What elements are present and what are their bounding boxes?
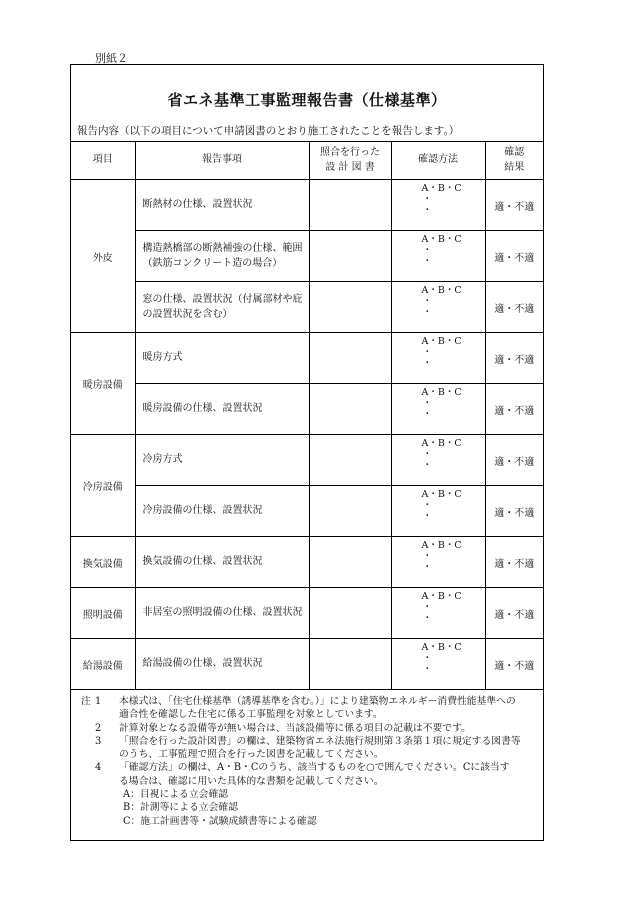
bullet-point: ・ bbox=[422, 409, 433, 420]
table-header-row bbox=[71, 142, 543, 180]
table-row bbox=[71, 333, 543, 384]
method-options: A・B・C bbox=[421, 387, 462, 398]
bullet-point: ・ bbox=[422, 664, 433, 675]
table-row bbox=[71, 486, 543, 537]
bullet-point: ・ bbox=[422, 511, 433, 522]
method-legend-b: B：計測等による立会確認 bbox=[123, 802, 238, 814]
report-matter-cell: 換気設備の仕様、設置状況 bbox=[135, 537, 309, 588]
inspection-table bbox=[71, 141, 543, 690]
method-cell[interactable] bbox=[391, 180, 485, 231]
header-item: 項目 bbox=[71, 142, 135, 180]
header-result: 確認 結果 bbox=[485, 142, 543, 180]
bullet-point: ・ bbox=[422, 245, 433, 256]
notes-label: 注 bbox=[81, 696, 91, 707]
design-docs-cell[interactable] bbox=[309, 537, 391, 588]
result-cell[interactable]: 適・不適 bbox=[485, 639, 543, 690]
result-cell[interactable]: 適・不適 bbox=[485, 537, 543, 588]
form-title: 省エネ基準工事監理報告書（仕様基準） bbox=[167, 91, 447, 109]
bullet-point: ・ bbox=[422, 551, 433, 562]
method-cell[interactable] bbox=[391, 435, 485, 486]
result-cell[interactable]: 適・不適 bbox=[485, 333, 543, 384]
method-cell[interactable] bbox=[391, 333, 485, 384]
report-matter-cell: 冷房方式 bbox=[135, 435, 309, 486]
method-options: A・B・C bbox=[421, 540, 462, 551]
method-options: A・B・C bbox=[421, 234, 462, 245]
method-cell[interactable] bbox=[391, 588, 485, 639]
bullet-point: ・ bbox=[422, 296, 433, 307]
table-row bbox=[71, 588, 543, 639]
design-docs-cell[interactable] bbox=[309, 435, 391, 486]
note-item: 3 「照合を行った設計図書」の欄は、建築物省エネ法施行規則第３条第１項に規定する図書等 のうち、工事監理で照合を行った図書を記載してください。 bbox=[95, 735, 521, 761]
design-docs-cell[interactable] bbox=[309, 486, 391, 537]
note-item: 1 本様式は、「住宅仕様基準（誘導基準を含む。）」により建築物エネルギー消費性能基準への 適合性を確認した住宅に係る工事監理を対象としています。 bbox=[95, 696, 516, 721]
result-cell[interactable]: 適・不適 bbox=[485, 588, 543, 639]
bullet-point: ・ bbox=[422, 653, 433, 664]
header-design-docs: 照合を行った 設 計 図 書 bbox=[309, 142, 391, 180]
report-matter-cell: 暖房設備の仕様、設置状況 bbox=[135, 384, 309, 435]
report-matter-cell: 窓の仕様、設置状況（付属部材や庇 の設置状況を含む） bbox=[135, 282, 309, 333]
method-options: A・B・C bbox=[421, 642, 462, 653]
bullet-point: ・ bbox=[422, 307, 433, 318]
result-cell[interactable]: 適・不適 bbox=[485, 384, 543, 435]
report-matter-cell: 断熱材の仕様、設置状況 bbox=[135, 180, 309, 231]
bullet-point: ・ bbox=[422, 449, 433, 460]
table-row bbox=[71, 384, 543, 435]
appendix-label: 別紙２ bbox=[95, 52, 128, 65]
method-cell[interactable] bbox=[391, 639, 485, 690]
bullet-point: ・ bbox=[422, 500, 433, 511]
note-item: 2 計算対象となる設備等が無い場合は、当該設備等に係る項目の記載は不要です。 bbox=[95, 722, 471, 734]
bullet-point: ・ bbox=[422, 347, 433, 358]
table-row bbox=[71, 537, 543, 588]
method-options: A・B・C bbox=[421, 591, 462, 602]
bullet-point: ・ bbox=[422, 602, 433, 613]
report-matter-cell: 暖房方式 bbox=[135, 333, 309, 384]
report-form bbox=[70, 64, 544, 841]
category-cell: 冷房設備 bbox=[71, 435, 135, 537]
bullet-point: ・ bbox=[422, 460, 433, 471]
table-row bbox=[71, 180, 543, 231]
category-cell: 換気設備 bbox=[71, 537, 135, 588]
method-legend-a: A：目視による立会確認 bbox=[123, 789, 229, 801]
method-options: A・B・C bbox=[421, 336, 462, 347]
method-cell[interactable] bbox=[391, 384, 485, 435]
result-cell[interactable]: 適・不適 bbox=[485, 486, 543, 537]
bullet-point: ・ bbox=[422, 613, 433, 624]
design-docs-cell[interactable] bbox=[309, 639, 391, 690]
report-matter-cell: 給湯設備の仕様、設置状況 bbox=[135, 639, 309, 690]
result-cell[interactable]: 適・不適 bbox=[485, 231, 543, 282]
bullet-point: ・ bbox=[422, 194, 433, 205]
method-cell[interactable] bbox=[391, 282, 485, 333]
bullet-point: ・ bbox=[422, 398, 433, 409]
category-cell: 外皮 bbox=[71, 180, 135, 333]
design-docs-cell[interactable] bbox=[309, 231, 391, 282]
table-row bbox=[71, 639, 543, 690]
header-report-matter: 報告事項 bbox=[135, 142, 309, 180]
design-docs-cell[interactable] bbox=[309, 588, 391, 639]
category-cell: 照明設備 bbox=[71, 588, 135, 639]
method-legend-c: C：施工計画書等・試験成績書等による確認 bbox=[123, 815, 317, 827]
table-row bbox=[71, 231, 543, 282]
design-docs-cell[interactable] bbox=[309, 333, 391, 384]
table-row bbox=[71, 282, 543, 333]
method-options: A・B・C bbox=[421, 183, 462, 194]
result-cell[interactable]: 適・不適 bbox=[485, 180, 543, 231]
report-matter-cell: 構造熱橋部の断熱補強の仕様、範囲 （鉄筋コンクリート造の場合） bbox=[135, 231, 309, 282]
table-row bbox=[71, 435, 543, 486]
design-docs-cell[interactable] bbox=[309, 282, 391, 333]
bullet-point: ・ bbox=[422, 256, 433, 267]
method-cell[interactable] bbox=[391, 486, 485, 537]
method-cell[interactable] bbox=[391, 231, 485, 282]
design-docs-cell[interactable] bbox=[309, 384, 391, 435]
method-options: A・B・C bbox=[421, 285, 462, 296]
bullet-point: ・ bbox=[422, 562, 433, 573]
notes-section bbox=[81, 695, 535, 828]
report-matter-cell: 冷房設備の仕様、設置状況 bbox=[135, 486, 309, 537]
report-matter-cell: 非居室の照明設備の仕様、設置状況 bbox=[135, 588, 309, 639]
header-method: 確認方法 bbox=[391, 142, 485, 180]
category-cell: 給湯設備 bbox=[71, 639, 135, 690]
category-cell: 暖房設備 bbox=[71, 333, 135, 435]
note-item: 4 「確認方法」の欄は、A・B・Cのうち、該当するものを○で囲んでください。Cに該当す る場合は、確認に用いた具体的な書類を記載してください。 bbox=[95, 762, 510, 787]
design-docs-cell[interactable] bbox=[309, 180, 391, 231]
method-cell[interactable] bbox=[391, 537, 485, 588]
bullet-point: ・ bbox=[422, 205, 433, 216]
result-cell[interactable]: 適・不適 bbox=[485, 282, 543, 333]
result-cell[interactable]: 適・不適 bbox=[485, 435, 543, 486]
method-options: A・B・C bbox=[421, 489, 462, 500]
report-content-text: 報告内容（以下の項目について申請図書のとおり施工されたことを報告します。） bbox=[77, 125, 460, 137]
bullet-point: ・ bbox=[422, 358, 433, 369]
method-options: A・B・C bbox=[421, 438, 462, 449]
